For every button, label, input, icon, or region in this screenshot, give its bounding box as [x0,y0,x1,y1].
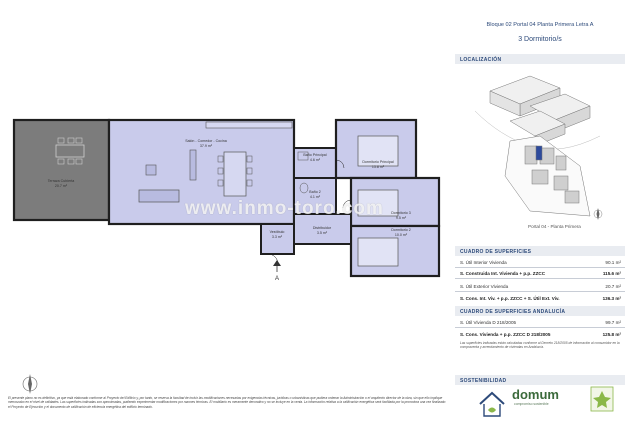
site-compass-icon [594,208,602,220]
andalucia-row: S. Útil Vivienda D 218/2005 99.7 m² [460,320,621,325]
vestibule [261,224,294,254]
unit-title: Bloque 02 Portal 04 Planta Primera Letra A [486,22,594,28]
room-label-main-bath: Baño Principal [303,153,327,157]
room-label-living: Salón - Comedor - Cocina [185,139,227,143]
entrance-arrow-icon [273,260,281,266]
surface-row: S. Útil Exterior Vivienda 20.7 m² [460,284,621,289]
map-caption: Portal 04 - Planta Primera [528,224,581,229]
disclaimer-text: El presente plano no es definitivo, ya que está elaborado conforme al Proyecto del Edificio y, por tanto, se reserva la facultad de incluir las modificaciones necesarias por exigencias técnicas, jurídicas o urbanísticas que pudiera ordenar la Administración o el arquitecto director de la obra, sin que ello implique menoscabo en el nivel de calidades. Las superficies indicadas son aproximadas, pudiendo experimentar modificaciones por razones técnicas. El mobiliario es meramente decorativo y no se incluye en la venta. La información relativa a la calificación energética será facilitada por la promotora una vez finalizado el Proyecto de Ejecución y el documento de calificación de eficiencia energética del edificio terminado. [8,396,446,409]
building-render [490,76,590,146]
bedroom-count: 3 Dormitorio/s [518,36,562,43]
room-area-vestibule: 3.3 m² [271,235,283,239]
room-label-vestibule: Vestíbulo [269,230,285,234]
location-map [470,66,610,226]
dining-table [224,152,246,196]
entrance-marker: A [274,276,280,282]
andalucia-row: S. Cons. Vivienda + p.p. ZZCC D 218/2005 125.8 m² [460,332,621,337]
domum-logo: domum [512,387,559,402]
armchair [146,165,156,175]
room-area-terrace: 20.7 m² [54,184,68,188]
kitchen-counter [206,122,292,128]
room-area-main-bath: 4.6 m² [309,158,321,162]
tv-unit [190,150,196,180]
location-section-title: LOCALIZACIÓN [455,54,625,64]
room-area-bath-2: 4.1 m² [309,195,321,199]
room-area-master: 13.8 m² [371,165,385,169]
surface-row: S. Útil Interior Vivienda 90.1 m² [460,260,621,265]
room-label-distributor: Distribuidor [312,226,332,230]
surface-row: S. Cons. Int. Viv. + p.p. ZZCC + S. Útil Ext. Viv. 136.3 m² [460,296,621,301]
room-area-bedroom-2: 10.0 m² [394,233,408,237]
certification-badge-icon [590,386,614,412]
andalucia-note: Las superficies indicadas están calculadas conforme al Decreto 218/2005 de información al consumidor en la compraventa y arrendamiento de viviendas en Andalucía. [460,341,620,350]
watermark: www.inmo-toro.com [185,198,384,219]
sustainability-section-title: SOSTENIBILIDAD [455,375,625,385]
site-plan [505,136,590,216]
terrace-area [14,120,109,220]
domum-tagline: compromiso sostenible [514,402,549,406]
andalucia-section-title: CUADRO DE SUPERFICIES ANDALUCÍA [455,306,625,316]
room-label-bedroom-3: Dormitorio 3 [391,211,411,215]
compass-icon [18,372,42,398]
room-area-living: 37.9 m² [199,144,213,148]
surfaces-section-title: CUADRO DE SUPERFICIES [455,246,625,256]
house-logo-icon [476,388,508,424]
room-label-terrace: Terraza Cubierta [47,179,75,183]
sofa [139,190,179,202]
room-label-master: Dormitorio Principal [362,160,394,164]
surface-row: S. Construida Int. Vivienda + p.p. ZZCC 115.6 m² [460,271,621,276]
room-area-distributor: 3.5 m² [316,231,328,235]
room-label-bedroom-2: Dormitorio 2 [391,228,411,232]
room-label-bath-2: Baño 2 [309,190,321,194]
room-area-bedroom-3: 9.5 m² [395,216,407,220]
bedroom-2-bed [358,238,398,266]
